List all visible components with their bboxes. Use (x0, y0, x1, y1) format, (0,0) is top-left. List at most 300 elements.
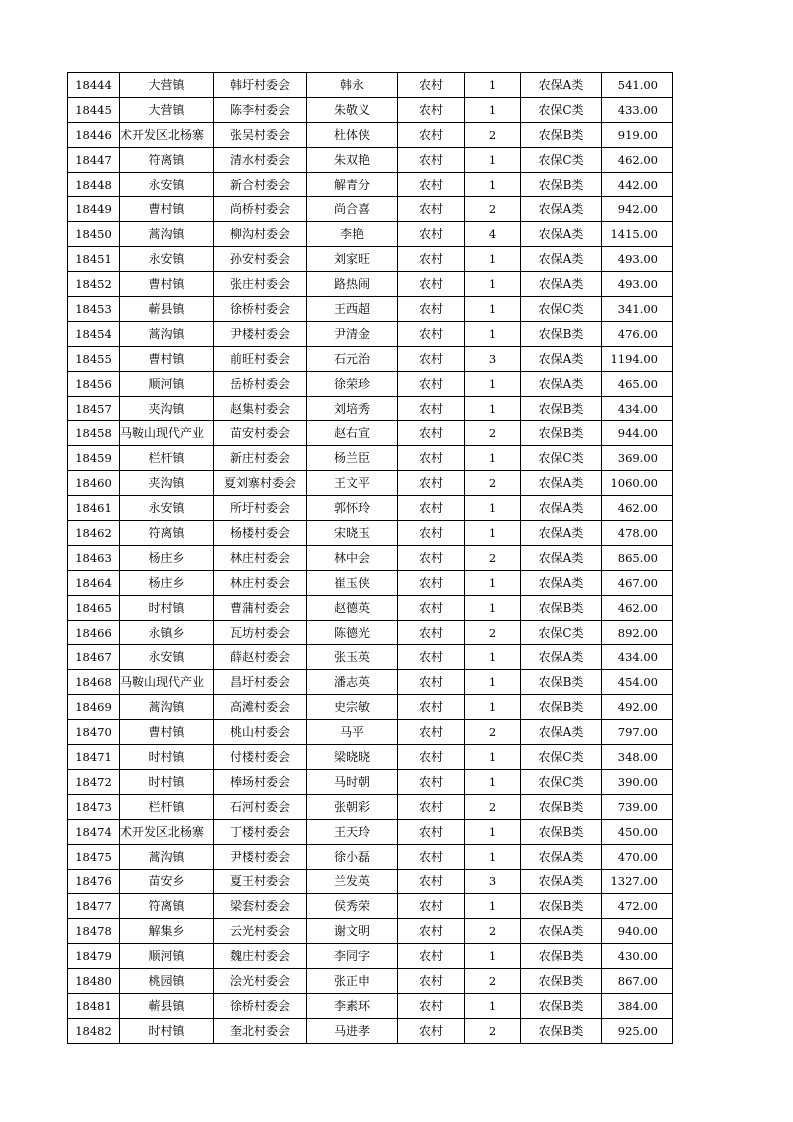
member-count-cell: 3 (465, 869, 521, 894)
insurance-category-cell: 农保C类 (521, 297, 602, 322)
insurance-category-cell: 农保C类 (521, 147, 602, 172)
household-type-cell: 农村 (398, 620, 465, 645)
person-name-cell: 宋晓玉 (307, 521, 398, 546)
person-name-cell: 刘家旺 (307, 247, 398, 272)
person-name-cell: 兰发英 (307, 869, 398, 894)
insurance-category-cell: 农保A类 (521, 919, 602, 944)
record-id-cell: 18474 (68, 819, 120, 844)
amount-cell: 940.00 (602, 919, 673, 944)
household-type-cell: 农村 (398, 297, 465, 322)
village-committee-cell: 昌圩村委会 (214, 670, 307, 695)
township-cell: 栏杆镇 (120, 794, 214, 819)
table-row (68, 371, 673, 396)
record-id-cell: 18459 (68, 446, 120, 471)
village-committee-cell: 浍光村委会 (214, 969, 307, 994)
record-id-cell: 18444 (68, 73, 120, 98)
insurance-category-cell: 农保C类 (521, 446, 602, 471)
member-count-cell: 2 (465, 620, 521, 645)
household-type-cell: 农村 (398, 371, 465, 396)
table-row (68, 247, 673, 272)
insurance-category-cell: 农保A类 (521, 496, 602, 521)
record-id-cell: 18476 (68, 869, 120, 894)
village-committee-cell: 徐桥村委会 (214, 993, 307, 1018)
person-name-cell: 梁晓晓 (307, 745, 398, 770)
household-type-cell: 农村 (398, 346, 465, 371)
insurance-category-cell: 农保A类 (521, 222, 602, 247)
person-name-cell: 王西超 (307, 297, 398, 322)
table-row (68, 471, 673, 496)
record-id-cell: 18469 (68, 695, 120, 720)
amount-cell: 1415.00 (602, 222, 673, 247)
member-count-cell: 1 (465, 745, 521, 770)
record-id-cell: 18458 (68, 421, 120, 446)
township-cell: 蕲县镇 (120, 297, 214, 322)
table-row (68, 769, 673, 794)
village-committee-cell: 夏王村委会 (214, 869, 307, 894)
member-count-cell: 2 (465, 969, 521, 994)
amount-cell: 944.00 (602, 421, 673, 446)
household-type-cell: 农村 (398, 396, 465, 421)
table-row (68, 147, 673, 172)
person-name-cell: 潘志英 (307, 670, 398, 695)
household-type-cell: 农村 (398, 172, 465, 197)
village-committee-cell: 林庄村委会 (214, 545, 307, 570)
table-row (68, 695, 673, 720)
amount-cell: 341.00 (602, 297, 673, 322)
amount-cell: 476.00 (602, 321, 673, 346)
household-type-cell: 农村 (398, 197, 465, 222)
person-name-cell: 赵德英 (307, 595, 398, 620)
amount-cell: 739.00 (602, 794, 673, 819)
member-count-cell: 2 (465, 545, 521, 570)
village-committee-cell: 柳沟村委会 (214, 222, 307, 247)
person-name-cell: 张朝彩 (307, 794, 398, 819)
table-row (68, 993, 673, 1018)
record-id-cell: 18447 (68, 147, 120, 172)
amount-cell: 450.00 (602, 819, 673, 844)
record-id-cell: 18448 (68, 172, 120, 197)
township-cell: 苗安乡 (120, 869, 214, 894)
insurance-category-cell: 农保B类 (521, 396, 602, 421)
household-type-cell: 农村 (398, 645, 465, 670)
member-count-cell: 1 (465, 844, 521, 869)
insurance-category-cell: 农保B类 (521, 670, 602, 695)
table-row (68, 496, 673, 521)
person-name-cell: 李艳 (307, 222, 398, 247)
village-committee-cell: 云光村委会 (214, 919, 307, 944)
amount-cell: 442.00 (602, 172, 673, 197)
household-type-cell: 农村 (398, 720, 465, 745)
record-id-cell: 18472 (68, 769, 120, 794)
household-type-cell: 农村 (398, 844, 465, 869)
insurance-category-cell: 农保B类 (521, 421, 602, 446)
record-id-cell: 18464 (68, 570, 120, 595)
person-name-cell: 李素环 (307, 993, 398, 1018)
township-cell: 术开发区北杨寨 (120, 122, 214, 147)
township-cell: 时村镇 (120, 769, 214, 794)
table-row (68, 819, 673, 844)
insurance-category-cell: 农保B类 (521, 894, 602, 919)
village-committee-cell: 苗安村委会 (214, 421, 307, 446)
amount-cell: 493.00 (602, 272, 673, 297)
person-name-cell: 徐荣珍 (307, 371, 398, 396)
record-id-cell: 18460 (68, 471, 120, 496)
village-committee-cell: 新合村委会 (214, 172, 307, 197)
household-type-cell: 农村 (398, 446, 465, 471)
table-row (68, 745, 673, 770)
person-name-cell: 尚合喜 (307, 197, 398, 222)
township-cell: 桃园镇 (120, 969, 214, 994)
township-cell: 曹村镇 (120, 720, 214, 745)
person-name-cell: 张正申 (307, 969, 398, 994)
township-cell: 蒿沟镇 (120, 222, 214, 247)
township-cell: 蒿沟镇 (120, 695, 214, 720)
amount-cell: 433.00 (602, 97, 673, 122)
record-id-cell: 18446 (68, 122, 120, 147)
table-row (68, 720, 673, 745)
insurance-category-cell: 农保B类 (521, 695, 602, 720)
insurance-category-cell: 农保B类 (521, 595, 602, 620)
household-type-cell: 农村 (398, 695, 465, 720)
village-committee-cell: 丁楼村委会 (214, 819, 307, 844)
amount-cell: 434.00 (602, 396, 673, 421)
person-name-cell: 史宗敏 (307, 695, 398, 720)
village-committee-cell: 石河村委会 (214, 794, 307, 819)
village-committee-cell: 张吴村委会 (214, 122, 307, 147)
amount-cell: 467.00 (602, 570, 673, 595)
amount-cell: 465.00 (602, 371, 673, 396)
table-row (68, 869, 673, 894)
record-id-cell: 18453 (68, 297, 120, 322)
household-type-cell: 农村 (398, 73, 465, 98)
household-type-cell: 农村 (398, 1018, 465, 1043)
household-type-cell: 农村 (398, 993, 465, 1018)
amount-cell: 865.00 (602, 545, 673, 570)
insurance-category-cell: 农保B类 (521, 944, 602, 969)
record-id-cell: 18477 (68, 894, 120, 919)
household-type-cell: 农村 (398, 745, 465, 770)
insurance-category-cell: 农保C类 (521, 620, 602, 645)
person-name-cell: 徐小磊 (307, 844, 398, 869)
village-committee-cell: 付楼村委会 (214, 745, 307, 770)
person-name-cell: 赵右宣 (307, 421, 398, 446)
amount-cell: 384.00 (602, 993, 673, 1018)
table-row (68, 346, 673, 371)
village-committee-cell: 韩圩村委会 (214, 73, 307, 98)
member-count-cell: 1 (465, 496, 521, 521)
member-count-cell: 1 (465, 247, 521, 272)
village-committee-cell: 张庄村委会 (214, 272, 307, 297)
person-name-cell: 石元治 (307, 346, 398, 371)
village-committee-cell: 清水村委会 (214, 147, 307, 172)
member-count-cell: 1 (465, 595, 521, 620)
member-count-cell: 1 (465, 645, 521, 670)
record-id-cell: 18451 (68, 247, 120, 272)
insurance-category-cell: 农保A类 (521, 570, 602, 595)
household-type-cell: 农村 (398, 919, 465, 944)
insurance-category-cell: 农保B类 (521, 321, 602, 346)
village-committee-cell: 夏刘寨村委会 (214, 471, 307, 496)
village-committee-cell: 林庄村委会 (214, 570, 307, 595)
person-name-cell: 朱敬义 (307, 97, 398, 122)
household-type-cell: 农村 (398, 122, 465, 147)
insurance-category-cell: 农保A类 (521, 247, 602, 272)
member-count-cell: 1 (465, 695, 521, 720)
person-name-cell: 郭怀玲 (307, 496, 398, 521)
insurance-category-cell: 农保A类 (521, 197, 602, 222)
amount-cell: 919.00 (602, 122, 673, 147)
amount-cell: 434.00 (602, 645, 673, 670)
township-cell: 蒿沟镇 (120, 844, 214, 869)
insurance-category-cell: 农保B类 (521, 819, 602, 844)
amount-cell: 462.00 (602, 595, 673, 620)
table-row (68, 894, 673, 919)
table-row (68, 844, 673, 869)
household-type-cell: 农村 (398, 794, 465, 819)
member-count-cell: 1 (465, 97, 521, 122)
insurance-category-cell: 农保A类 (521, 844, 602, 869)
member-count-cell: 2 (465, 122, 521, 147)
table-row (68, 545, 673, 570)
record-id-cell: 18456 (68, 371, 120, 396)
table-row (68, 172, 673, 197)
insurance-category-cell: 农保C类 (521, 97, 602, 122)
amount-cell: 454.00 (602, 670, 673, 695)
insurance-category-cell: 农保A类 (521, 73, 602, 98)
person-name-cell: 路热闹 (307, 272, 398, 297)
household-type-cell: 农村 (398, 969, 465, 994)
household-type-cell: 农村 (398, 944, 465, 969)
amount-cell: 369.00 (602, 446, 673, 471)
township-cell: 永安镇 (120, 496, 214, 521)
amount-cell: 493.00 (602, 247, 673, 272)
village-committee-cell: 岳桥村委会 (214, 371, 307, 396)
roster-body (68, 73, 673, 1044)
member-count-cell: 2 (465, 1018, 521, 1043)
insurance-category-cell: 农保A类 (521, 471, 602, 496)
record-id-cell: 18480 (68, 969, 120, 994)
township-cell: 蒿沟镇 (120, 321, 214, 346)
member-count-cell: 1 (465, 446, 521, 471)
township-cell: 杨庄乡 (120, 545, 214, 570)
insurance-category-cell: 农保B类 (521, 172, 602, 197)
insurance-category-cell: 农保A类 (521, 521, 602, 546)
table-row (68, 944, 673, 969)
amount-cell: 925.00 (602, 1018, 673, 1043)
member-count-cell: 2 (465, 421, 521, 446)
household-type-cell: 农村 (398, 496, 465, 521)
record-id-cell: 18473 (68, 794, 120, 819)
household-type-cell: 农村 (398, 147, 465, 172)
table-row (68, 620, 673, 645)
insurance-category-cell: 农保B类 (521, 122, 602, 147)
insurance-category-cell: 农保B类 (521, 993, 602, 1018)
insurance-category-cell: 农保A类 (521, 545, 602, 570)
township-cell: 术开发区北杨寨 (120, 819, 214, 844)
township-cell: 顺河镇 (120, 944, 214, 969)
table-row (68, 122, 673, 147)
member-count-cell: 2 (465, 919, 521, 944)
insurance-category-cell: 农保C类 (521, 745, 602, 770)
member-count-cell: 1 (465, 321, 521, 346)
village-committee-cell: 前旺村委会 (214, 346, 307, 371)
insurance-category-cell: 农保A类 (521, 645, 602, 670)
village-committee-cell: 梁套村委会 (214, 894, 307, 919)
amount-cell: 470.00 (602, 844, 673, 869)
township-cell: 杨庄乡 (120, 570, 214, 595)
amount-cell: 462.00 (602, 147, 673, 172)
member-count-cell: 1 (465, 819, 521, 844)
person-name-cell: 杜体侠 (307, 122, 398, 147)
township-cell: 夹沟镇 (120, 471, 214, 496)
member-count-cell: 2 (465, 794, 521, 819)
person-name-cell: 侯秀荣 (307, 894, 398, 919)
person-name-cell: 马平 (307, 720, 398, 745)
person-name-cell: 王文平 (307, 471, 398, 496)
person-name-cell: 朱双艳 (307, 147, 398, 172)
village-committee-cell: 杨楼村委会 (214, 521, 307, 546)
benefit-roster-table (67, 72, 673, 1044)
member-count-cell: 4 (465, 222, 521, 247)
table-row (68, 919, 673, 944)
township-cell: 永安镇 (120, 172, 214, 197)
insurance-category-cell: 农保A类 (521, 272, 602, 297)
table-row (68, 446, 673, 471)
member-count-cell: 3 (465, 346, 521, 371)
township-cell: 解集乡 (120, 919, 214, 944)
record-id-cell: 18463 (68, 545, 120, 570)
table-row (68, 1018, 673, 1043)
member-count-cell: 1 (465, 570, 521, 595)
township-cell: 大营镇 (120, 97, 214, 122)
record-id-cell: 18450 (68, 222, 120, 247)
township-cell: 时村镇 (120, 1018, 214, 1043)
member-count-cell: 1 (465, 944, 521, 969)
insurance-category-cell: 农保A类 (521, 371, 602, 396)
township-cell: 马鞍山现代产业 (120, 421, 214, 446)
amount-cell: 867.00 (602, 969, 673, 994)
township-cell: 时村镇 (120, 595, 214, 620)
member-count-cell: 1 (465, 670, 521, 695)
person-name-cell: 杨兰臣 (307, 446, 398, 471)
township-cell: 栏杆镇 (120, 446, 214, 471)
record-id-cell: 18470 (68, 720, 120, 745)
record-id-cell: 18468 (68, 670, 120, 695)
person-name-cell: 尹清金 (307, 321, 398, 346)
amount-cell: 430.00 (602, 944, 673, 969)
member-count-cell: 1 (465, 993, 521, 1018)
township-cell: 符离镇 (120, 894, 214, 919)
insurance-category-cell: 农保A类 (521, 720, 602, 745)
person-name-cell: 马时朝 (307, 769, 398, 794)
table-row (68, 396, 673, 421)
household-type-cell: 农村 (398, 570, 465, 595)
member-count-cell: 1 (465, 396, 521, 421)
amount-cell: 797.00 (602, 720, 673, 745)
household-type-cell: 农村 (398, 769, 465, 794)
household-type-cell: 农村 (398, 247, 465, 272)
household-type-cell: 农村 (398, 819, 465, 844)
person-name-cell: 王天玲 (307, 819, 398, 844)
amount-cell: 348.00 (602, 745, 673, 770)
village-committee-cell: 赵集村委会 (214, 396, 307, 421)
person-name-cell: 解青分 (307, 172, 398, 197)
amount-cell: 1194.00 (602, 346, 673, 371)
record-id-cell: 18445 (68, 97, 120, 122)
record-id-cell: 18471 (68, 745, 120, 770)
person-name-cell: 林中会 (307, 545, 398, 570)
table-row (68, 297, 673, 322)
household-type-cell: 农村 (398, 272, 465, 297)
village-committee-cell: 徐桥村委会 (214, 297, 307, 322)
member-count-cell: 1 (465, 894, 521, 919)
household-type-cell: 农村 (398, 421, 465, 446)
table-row (68, 272, 673, 297)
household-type-cell: 农村 (398, 670, 465, 695)
person-name-cell: 陈德光 (307, 620, 398, 645)
person-name-cell: 崔玉侠 (307, 570, 398, 595)
person-name-cell: 张玉英 (307, 645, 398, 670)
amount-cell: 478.00 (602, 521, 673, 546)
table-row (68, 645, 673, 670)
village-committee-cell: 陈李村委会 (214, 97, 307, 122)
record-id-cell: 18455 (68, 346, 120, 371)
member-count-cell: 1 (465, 371, 521, 396)
township-cell: 顺河镇 (120, 371, 214, 396)
amount-cell: 462.00 (602, 496, 673, 521)
record-id-cell: 18457 (68, 396, 120, 421)
village-committee-cell: 魏庄村委会 (214, 944, 307, 969)
township-cell: 符离镇 (120, 147, 214, 172)
township-cell: 大营镇 (120, 73, 214, 98)
township-cell: 永镇乡 (120, 620, 214, 645)
record-id-cell: 18461 (68, 496, 120, 521)
village-committee-cell: 尚桥村委会 (214, 197, 307, 222)
village-committee-cell: 尹楼村委会 (214, 321, 307, 346)
insurance-category-cell: 农保B类 (521, 1018, 602, 1043)
household-type-cell: 农村 (398, 97, 465, 122)
person-name-cell: 刘培秀 (307, 396, 398, 421)
record-id-cell: 18449 (68, 197, 120, 222)
township-cell: 夹沟镇 (120, 396, 214, 421)
table-row (68, 570, 673, 595)
member-count-cell: 1 (465, 147, 521, 172)
person-name-cell: 马进孝 (307, 1018, 398, 1043)
amount-cell: 541.00 (602, 73, 673, 98)
household-type-cell: 农村 (398, 222, 465, 247)
village-committee-cell: 薛赵村委会 (214, 645, 307, 670)
amount-cell: 942.00 (602, 197, 673, 222)
village-committee-cell: 尹楼村委会 (214, 844, 307, 869)
village-committee-cell: 高滩村委会 (214, 695, 307, 720)
record-id-cell: 18454 (68, 321, 120, 346)
table-row (68, 197, 673, 222)
amount-cell: 472.00 (602, 894, 673, 919)
household-type-cell: 农村 (398, 321, 465, 346)
record-id-cell: 18466 (68, 620, 120, 645)
amount-cell: 390.00 (602, 769, 673, 794)
amount-cell: 892.00 (602, 620, 673, 645)
record-id-cell: 18478 (68, 919, 120, 944)
record-id-cell: 18481 (68, 993, 120, 1018)
township-cell: 马鞍山现代产业 (120, 670, 214, 695)
record-id-cell: 18479 (68, 944, 120, 969)
village-committee-cell: 曹蒲村委会 (214, 595, 307, 620)
member-count-cell: 1 (465, 172, 521, 197)
township-cell: 永安镇 (120, 645, 214, 670)
insurance-category-cell: 农保A类 (521, 346, 602, 371)
amount-cell: 1327.00 (602, 869, 673, 894)
